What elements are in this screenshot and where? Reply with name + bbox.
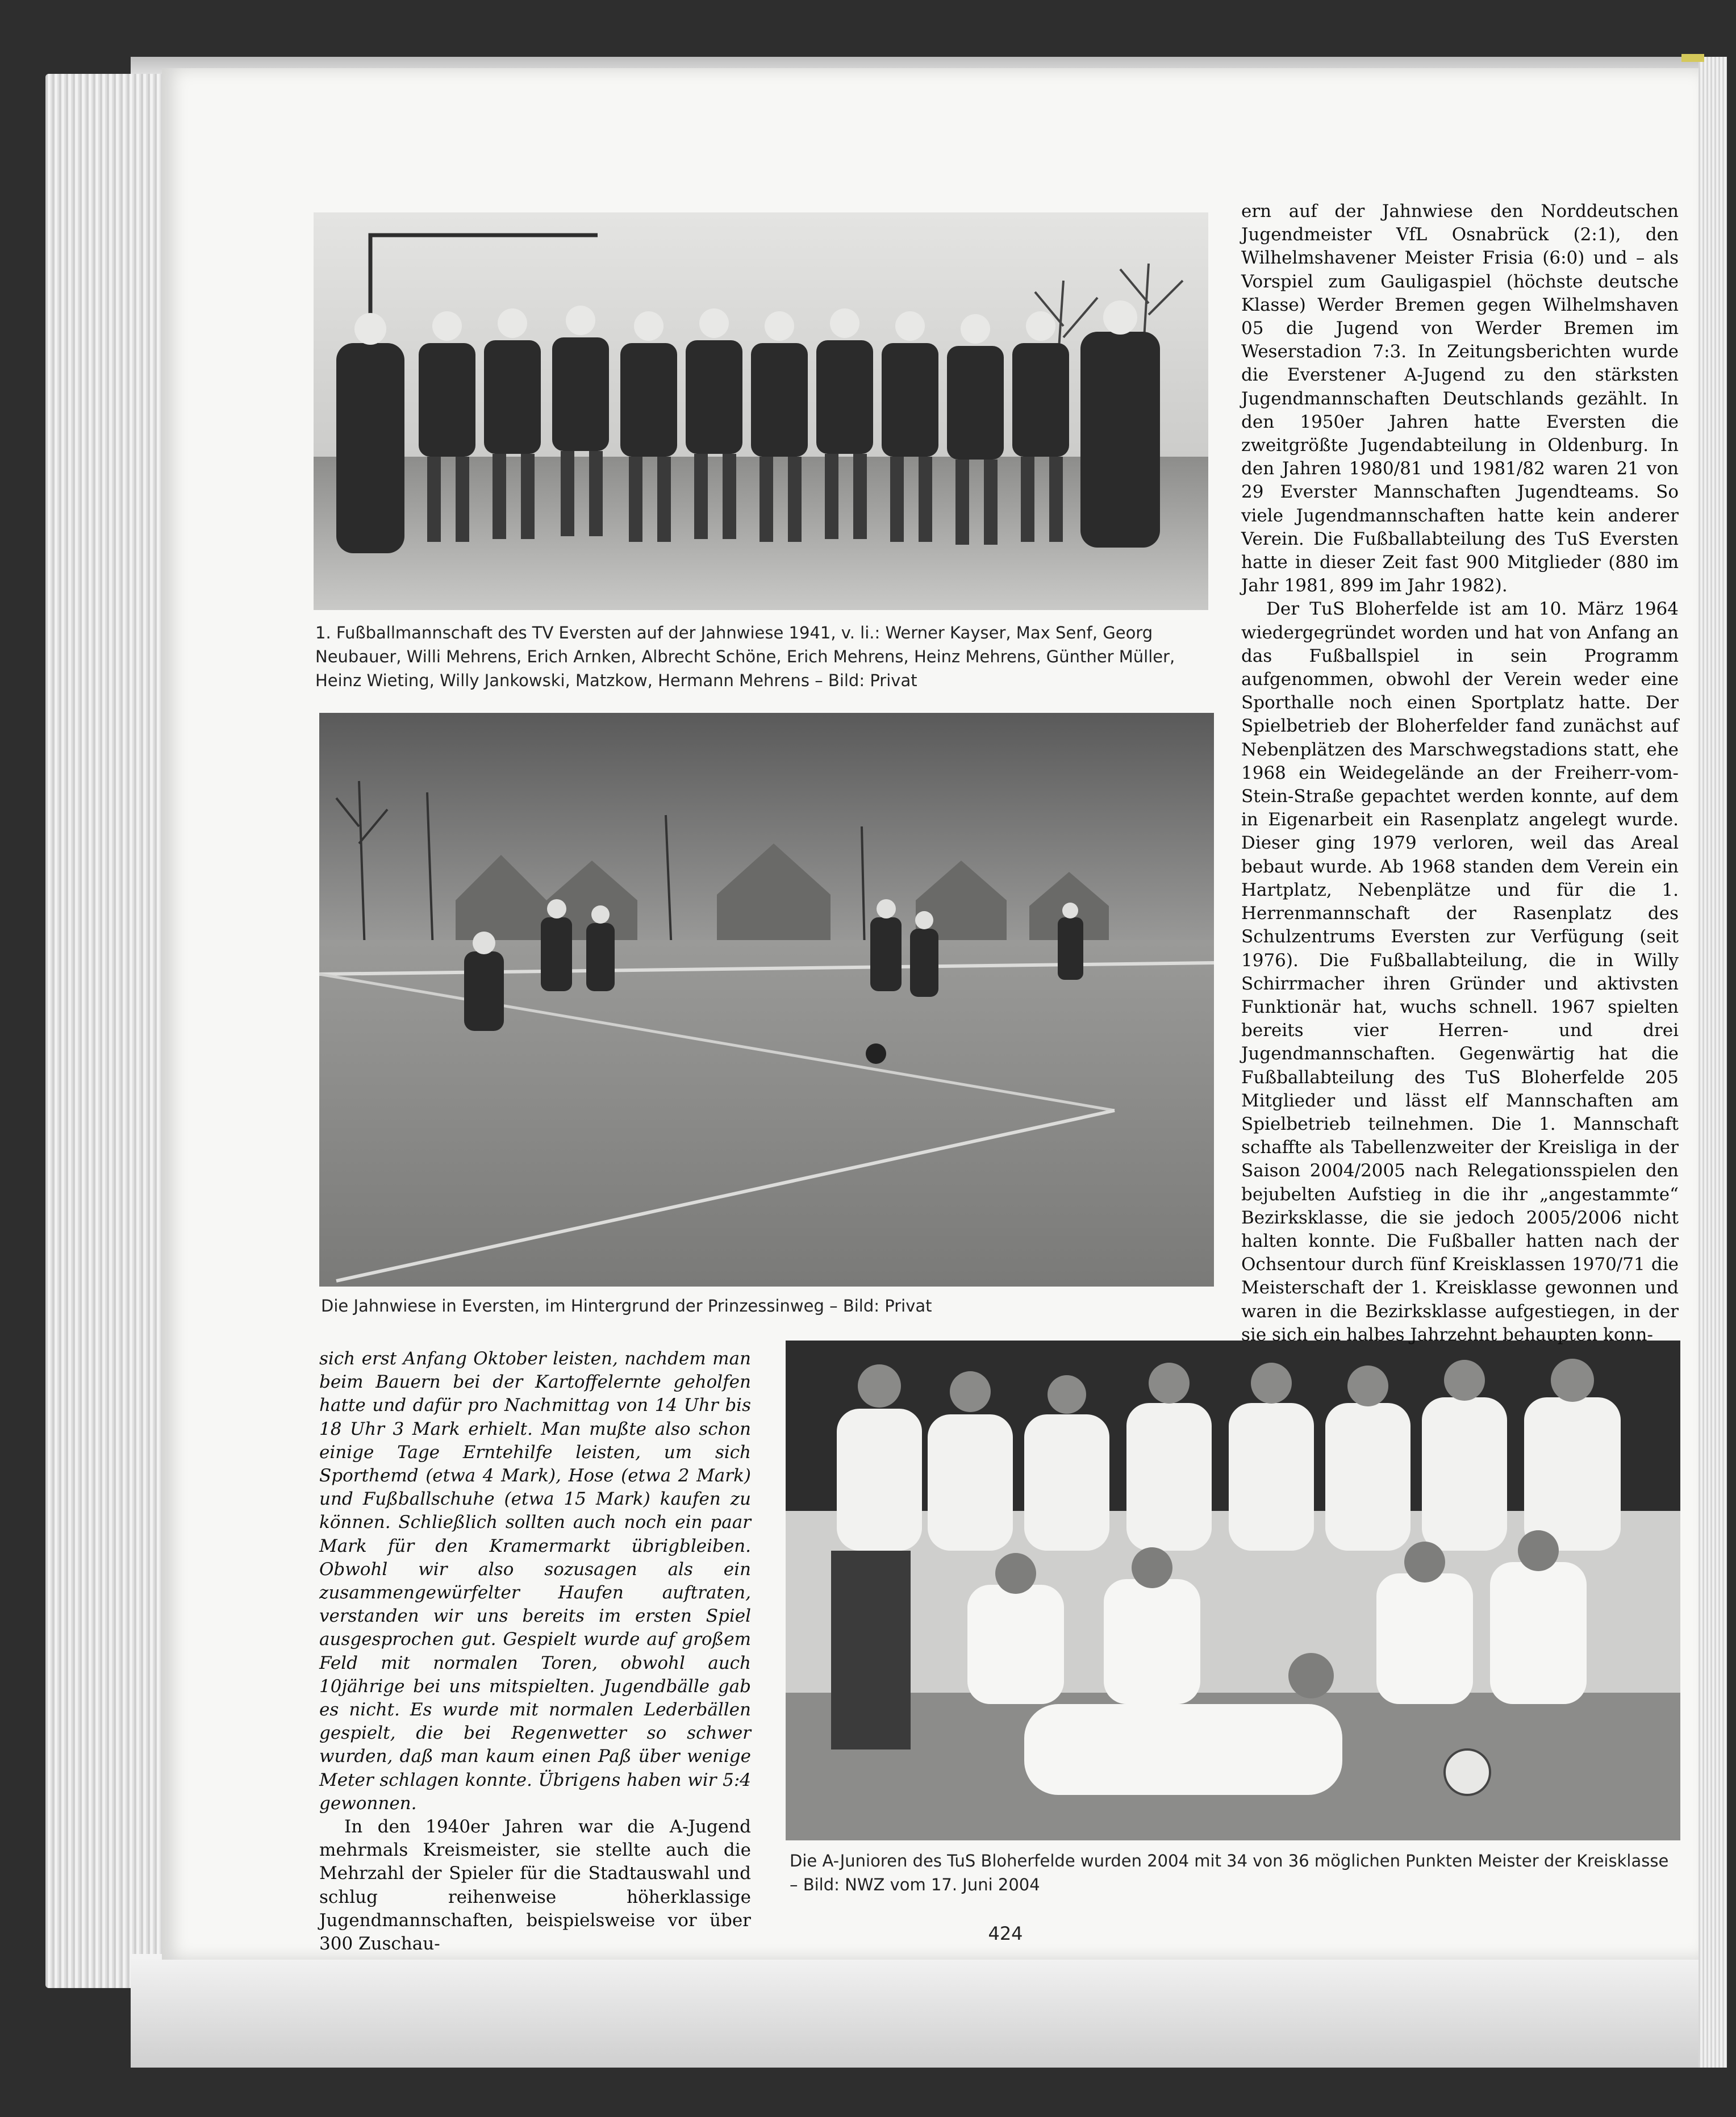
book-page-edges-left (45, 74, 162, 1988)
left-column-quote-paragraph: sich erst Anfang Oktober leisten, nachdem man beim Bauern bei der Kartoffelernte geholfen hatte und dafür pro Nachmittag von 14 Uhr bis 18 Uhr 3 Mark erhielt. Man mußte also schon einige Tage Erntehilfe leisten, um sich Sporthemd (etwa 4 Mark), Hose (etwa 2 Mark) und Fußballschuhe (etwa 15 Mark) kaufen zu können. Schließlich sollten auch noch ein paar Mark für den Kramermarkt übrigbleiben. Obwohl wir also sozusagen als ein zusammengewürfelter Haufen auftraten, verstanden wir uns bereits im ersten Spiel ausgesprochen gut. Gespielt wurde auf großem Feld mit normalen Toren, obwohl auch 10jährige bei uns mitspielten. Jugendbälle gab es nicht. Es wurde mit normalen Lederbällen gespielt, die bei Regenwetter so schwer wurden, daß man kaum einen Paß über wenige Meter schlagen konnte. Übrigens haben wir 5:4 gewonnen. (319, 1348, 751, 1814)
team-photo-1941-caption: 1. Fußballmannschaft des TV Eversten auf der Jahnwiese 1941, v. li.: Werner Kayser, Max Senf, Georg Neubauer, Willi Mehrens, Erich Arnken, Albrecht Schöne, Erich Mehrens, Heinz Mehrens, Günther Müller, Heinz Wieting, Willy Jankowski, Matzkow, Hermann Mehrens – Bild: Privat (315, 623, 1175, 690)
right-column-paragraph-2: Der TuS Bloherfelde ist am 10. März 1964 wiedergegründet worden und hat von Anfang an das Fußballspiel in sein Programm aufgenommen, obwohl der Verein weder eine Sporthalle noch einen Sportplatz hatte. Der Spielbetrieb der Bloherfelder fand zunächst auf Nebenplätzen des Marschwegstadions statt, ehe 1968 ein Weidegelände an der Freiherr-vom-Stein-Straße gepachtet werden konnte, auf dem in Eigenarbeit ein Rasenplatz angelegt wurde. Dieser ging 1979 verloren, weil das Areal bebaut wurde. Ab 1968 standen dem Verein ein Hartplatz, Nebenplätze und für die 1. Herrenmannschaft der Rasenplatz des Schulzentrums Eversten zur Verfügung (seit 1976). Die Fußballabteilung, die in Willy Schirrmacher ihren Gründer und aktivsten Funktionär hat, wuchs schnell. 1967 spielten bereits vier Herren- und drei Jugendmannschaften. Gegenwärtig hat die Fußballabteilung des TuS Bloherfelde 205 Mitglieder und lässt elf Mannschaften am Spielbetrieb teilnehmen. Die 1. Mannschaft schaffte als Tabellenzweiter der Kreisliga in der Saison 2004/2005 nach Relegationsspielen den bejubelten Aufstieg in die ihr „angestammte“ Bezirksklasse, die sie jedoch 2005/2006 nicht halten konnte. Die Fußballer hatten nach der Ochsentour durch fünf Kreisklassen 1970/71 die Meisterschaft der 1. Kreisklasse gewonnen und waren in die Bezirksklasse aufgestiegen, in der sie sich ein halbes Jahrzehnt behaupten konn- (1241, 599, 1679, 1345)
a-junioren-photo-2004 (786, 1341, 1680, 1840)
jahnwiese-photo (319, 713, 1214, 1287)
jahnwiese-photo-image (319, 713, 1214, 1287)
page-number: 424 (988, 1923, 1023, 1944)
right-text-column (1241, 200, 1679, 1347)
team-photo-1941-image (314, 212, 1208, 610)
left-column-paragraph-2: In den 1940er Jahren war die A-Jugend mehrmals Kreismeister, sie stellte auch die Mehrzahl der Spieler für die Stadtauswahl und schlug reihenweise höherklassige Jugendmannschaften, beispielsweise vor über 300 Zuschau- (319, 1817, 751, 1955)
a-junioren-photo-2004-image (786, 1341, 1680, 1840)
bookmark-tab (1681, 54, 1704, 62)
right-column-paragraph-1: ern auf der Jahnwiese den Norddeutschen Jugendmeister VfL Osnabrück (2:1), den Wilhelmshavener Meister Frisia (6:0) und – als Vorspiel zum Gauligaspiel (höchste deutsche Klasse) Werder Bremen gegen Wilhelmshaven 05 die Jugend von Werder Bremen im Weserstadion 7:3. In Zeitungsberichten wurde die Everstener A-Jugend zu den stärksten Jugendmannschaften Deutschlands gezählt. In den 1950er Jahren hatte Eversten die zweitgrößte Jugendabteilung in Oldenburg. In den Jahren 1980/81 und 1981/82 waren 21 von 29 Everster Mannschaften Jugendteams. So viele Jugendmannschaften hatte kein anderer Verein. Die Fußballabteilung des TuS Eversten hatte in dieser Zeit fast 900 Mitglieder (880 im Jahr 1981, 899 im Jahr 1982). (1241, 201, 1679, 596)
left-text-column (319, 1347, 751, 1956)
book-page-edges-right (1699, 57, 1727, 2068)
jahnwiese-photo-caption: Die Jahnwiese in Eversten, im Hintergrund der Prinzessinweg – Bild: Privat (321, 1296, 932, 1316)
a-junioren-photo-2004-caption: Die A-Junioren des TuS Bloherfelde wurden 2004 mit 34 von 36 möglichen Punkten Meister der Kreisklasse – Bild: NWZ vom 17. Juni 2004 (790, 1851, 1669, 1894)
team-photo-1941 (314, 212, 1208, 610)
book-bottom-edge (131, 1954, 1699, 2068)
